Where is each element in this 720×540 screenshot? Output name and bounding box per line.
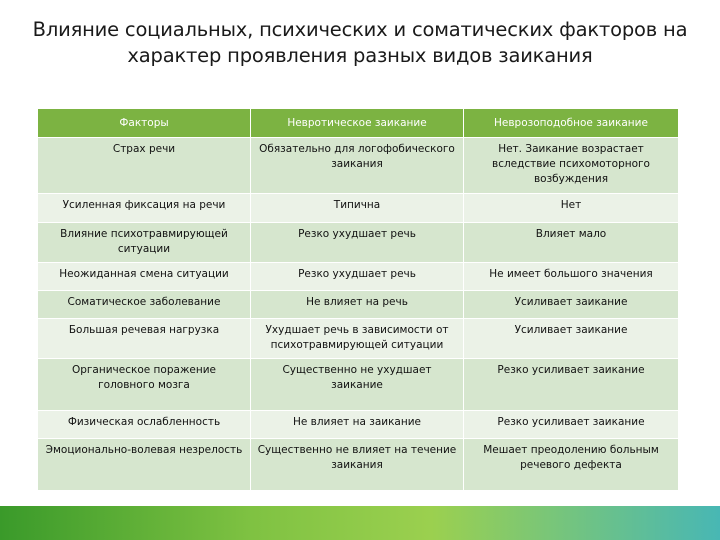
comparison-table [37, 108, 679, 491]
table-row [38, 138, 679, 194]
header-neurotic: Невротическое заикание [251, 109, 464, 138]
factor-cell: Физическая ослабленность [38, 411, 251, 439]
neurosis-like-cell: Мешает преодолению больным речевого дефекта [464, 439, 679, 491]
neurosis-like-cell: Резко усиливает заикание [464, 411, 679, 439]
header-neurosis-like: Неврозоподобное заикание [464, 109, 679, 138]
neurotic-cell: Ухудшает речь в зависимости от психотравмирующей ситуации [251, 319, 464, 359]
neurotic-cell: Не влияет на заикание [251, 411, 464, 439]
neurotic-cell: Резко ухудшает речь [251, 223, 464, 263]
neurotic-cell: Резко ухудшает речь [251, 263, 464, 291]
decorative-accent-bar [0, 506, 720, 540]
neurosis-like-cell: Усиливает заикание [464, 319, 679, 359]
neurotic-cell: Существенно не ухудшает заикание [251, 359, 464, 411]
factor-cell: Соматическое заболевание [38, 291, 251, 319]
header-factors: Факторы [38, 109, 251, 138]
table-row [38, 263, 679, 291]
table-row [38, 319, 679, 359]
table-header-row [38, 109, 679, 138]
table-row [38, 359, 679, 411]
neurotic-cell: Типична [251, 194, 464, 223]
neurosis-like-cell: Нет. Заикание возрастает вследствие психомоторного возбуждения [464, 138, 679, 194]
neurotic-cell: Обязательно для логофобического заикания [251, 138, 464, 194]
neurosis-like-cell: Влияет мало [464, 223, 679, 263]
factor-cell: Органическое поражение головного мозга [38, 359, 251, 411]
factor-cell: Страх речи [38, 138, 251, 194]
title-line-2: характер проявления разных видов заикания [127, 44, 593, 67]
factor-cell: Эмоционально-волевая незрелость [38, 439, 251, 491]
neurosis-like-cell: Не имеет большого значения [464, 263, 679, 291]
table-row [38, 291, 679, 319]
neurosis-like-cell: Резко усиливает заикание [464, 359, 679, 411]
factor-cell: Усиленная фиксация на речи [38, 194, 251, 223]
factor-cell: Большая речевая нагрузка [38, 319, 251, 359]
table-row [38, 411, 679, 439]
table-row [38, 439, 679, 491]
neurotic-cell: Не влияет на речь [251, 291, 464, 319]
factor-cell: Влияние психотравмирующей ситуации [38, 223, 251, 263]
neurosis-like-cell: Усиливает заикание [464, 291, 679, 319]
page-title [0, 17, 720, 69]
table-row [38, 194, 679, 223]
table-row [38, 223, 679, 263]
neurotic-cell: Существенно не влияет на течение заикания [251, 439, 464, 491]
neurosis-like-cell: Нет [464, 194, 679, 223]
title-line-1: Влияние социальных, психических и соматических факторов на [32, 18, 688, 41]
factor-cell: Неожиданная смена ситуации [38, 263, 251, 291]
